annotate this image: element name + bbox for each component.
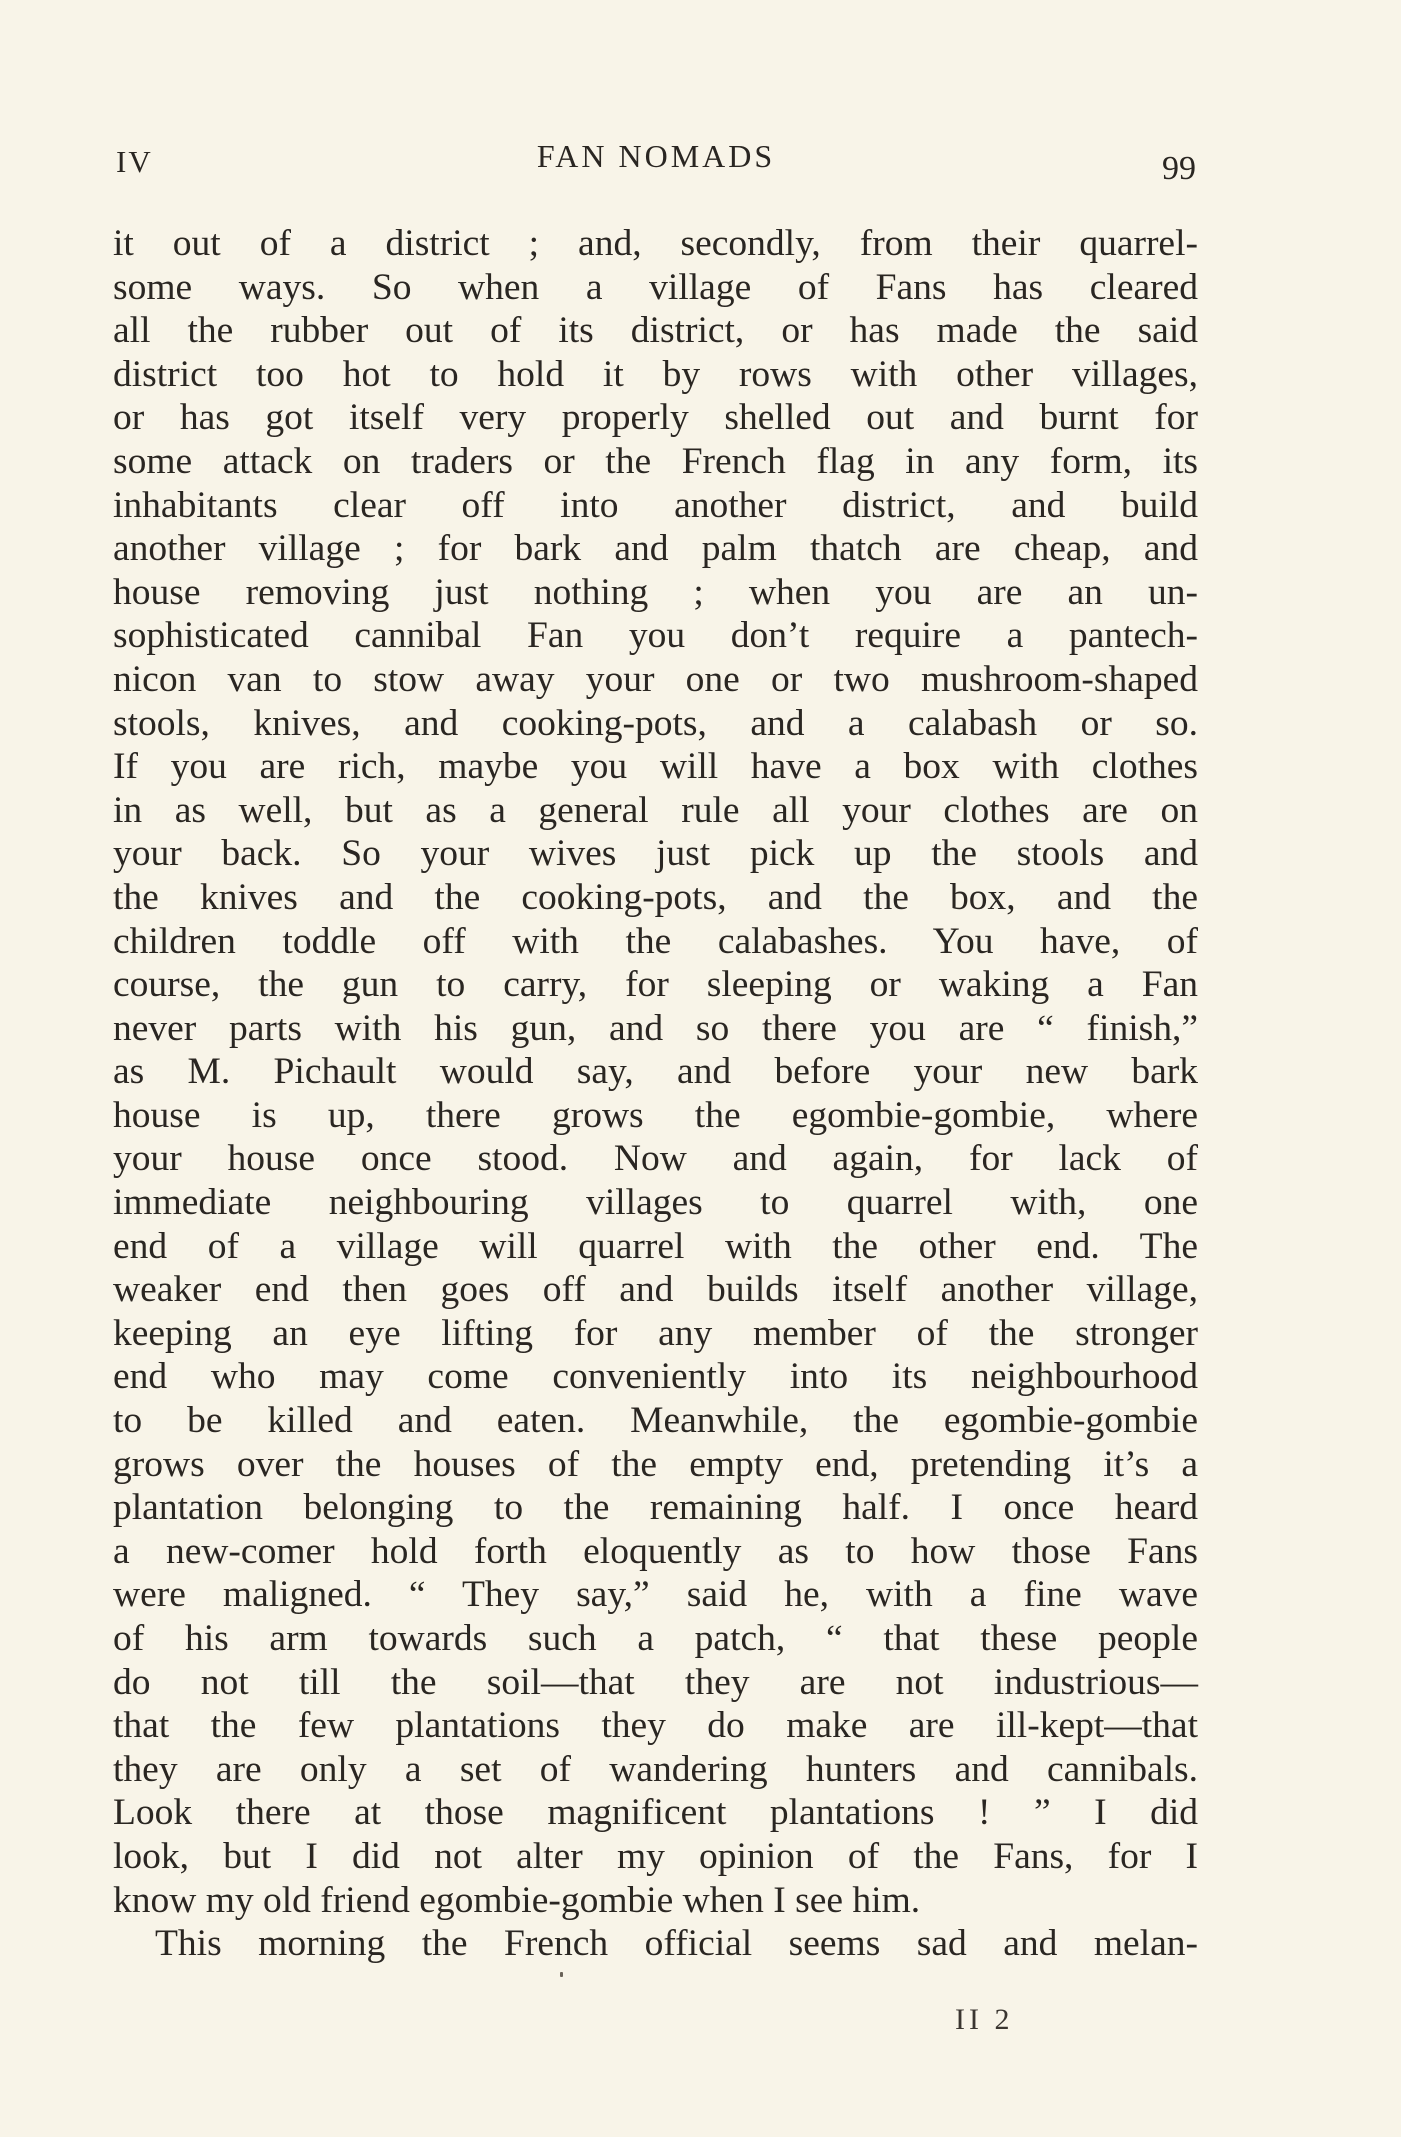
text-line: inhabitants clear off into another district, and build	[113, 484, 1198, 526]
text-line: a new-comer hold forth eloquently as to how those Fans	[113, 1530, 1198, 1572]
text-line: your back. So your wives just pick up the stools and	[113, 833, 1198, 875]
text-line: it out of a district ; and, secondly, from their quarrel-	[113, 223, 1198, 264]
text-line: nicon van to stow away your one or two mushroom-shaped	[113, 658, 1198, 700]
text-line: grows over the houses of the empty end, pretending it’s a	[113, 1443, 1198, 1485]
text-line: never parts with his gun, and so there you are “ finish,”	[113, 1007, 1198, 1049]
chapter-number: IV	[116, 144, 153, 179]
text-line: Look there at those magnificent plantations ! ” I did	[113, 1792, 1198, 1834]
text-line: another village ; for bark and palm thatch are cheap, and	[113, 528, 1198, 570]
text-line: end of a village will quarrel with the other end. The	[113, 1225, 1198, 1267]
text-line: stools, knives, and cooking-pots, and a calabash or so.	[113, 702, 1198, 744]
text-line: end who may come conveniently into its neighbourhood	[113, 1356, 1198, 1398]
body-text	[113, 222, 1198, 1966]
text-line: course, the gun to carry, for sleeping or waking a Fan	[113, 964, 1198, 1006]
text-line: immediate neighbouring villages to quarrel with, one	[113, 1182, 1198, 1224]
text-line: weaker end then goes off and builds itself another village,	[113, 1269, 1198, 1311]
text-line: to be killed and eaten. Meanwhile, the egombie-gombie	[113, 1400, 1198, 1442]
text-line: keeping an eye lifting for any member of the stronger	[113, 1312, 1198, 1354]
text-line: sophisticated cannibal Fan you don’t require a pantech-	[113, 615, 1198, 657]
text-line: some attack on traders or the French flag in any form, its	[113, 440, 1198, 482]
page-number: 99	[1162, 150, 1196, 187]
text-line: in as well, but as a general rule all your clothes are on	[113, 789, 1198, 831]
text-line: they are only a set of wandering hunters and cannibals.	[113, 1748, 1198, 1790]
text-line: were maligned. “ They say,” said he, with a fine wave	[113, 1574, 1198, 1616]
text-line: as M. Pichault would say, and before your new bark	[113, 1051, 1198, 1093]
signature-mark: II 2	[955, 2003, 1014, 2036]
text-line: children toddle off with the calabashes. You have, of	[113, 920, 1198, 962]
text-line: do not till the soil—that they are not industrious—	[113, 1661, 1198, 1703]
paragraph-end-line: know my old friend egombie-gombie when I see him.	[113, 1879, 921, 1921]
running-head	[116, 138, 1196, 187]
text-line: house removing just nothing ; when you are an un-	[113, 571, 1198, 613]
text-line: or has got itself very properly shelled out and burnt for	[113, 397, 1198, 439]
text-line: look, but I did not alter my opinion of the Fans, for I	[113, 1835, 1198, 1877]
running-title: FAN NOMADS	[536, 138, 776, 174]
text-line: plantation belonging to the remaining half. I once heard	[113, 1487, 1198, 1529]
text-line: the knives and the cooking-pots, and the box, and the	[113, 876, 1198, 918]
text-line: district too hot to hold it by rows with other villages,	[113, 353, 1198, 395]
text-line: your house once stood. Now and again, for lack of	[113, 1138, 1198, 1180]
text-line: that the few plantations they do make are ill-kept—that	[113, 1705, 1198, 1747]
text-line: of his arm towards such a patch, “ that these people	[113, 1618, 1198, 1659]
text-line: some ways. So when a village of Fans has cleared	[113, 266, 1198, 308]
text-line: house is up, there grows the egombie-gombie, where	[113, 1094, 1198, 1136]
print-speck	[560, 1972, 563, 1977]
text-line: all the rubber out of its district, or has made the said	[113, 310, 1198, 352]
text-line: If you are rich, maybe you will have a box with clothes	[113, 746, 1198, 788]
paragraph-start-line: This morning the French official seems sad and melan-	[155, 1923, 1198, 1965]
